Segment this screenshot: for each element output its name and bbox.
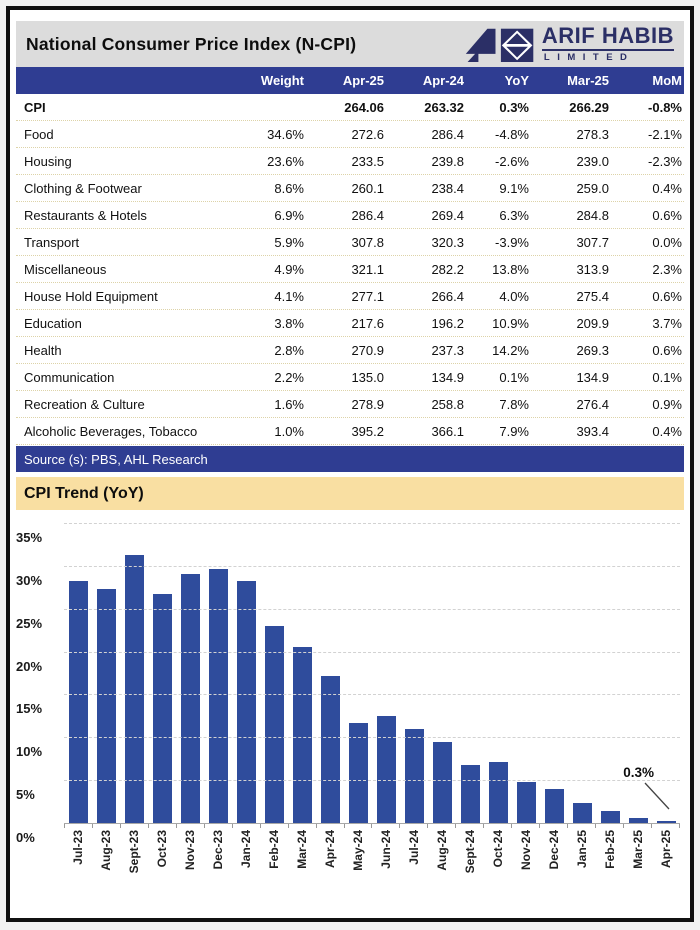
x-label-slot xyxy=(652,830,680,902)
row-value: 7.8% xyxy=(499,396,529,412)
x-label-slot xyxy=(372,830,400,902)
arif-habib-logo-icon xyxy=(464,24,536,64)
x-axis-category-label: Dec-23 xyxy=(211,830,225,870)
bar-slot xyxy=(344,524,372,824)
table-row xyxy=(16,391,684,418)
cpi-table-body xyxy=(16,94,684,445)
row-value: 14.2% xyxy=(492,342,529,358)
chart-bars xyxy=(64,524,680,824)
x-axis-category-label: Aug-24 xyxy=(435,830,449,871)
row-value: 1.6% xyxy=(274,396,304,412)
source-note: Source (s): PBS, AHL Research xyxy=(16,446,684,472)
gridline xyxy=(64,737,680,738)
row-value: 0.9% xyxy=(652,396,682,412)
bar-slot xyxy=(316,524,344,824)
table-row xyxy=(16,256,684,283)
row-value: 9.1% xyxy=(499,180,529,196)
row-category-label: Miscellaneous xyxy=(24,261,107,277)
row-value: 284.8 xyxy=(576,207,609,223)
y-axis-tick-label: 0% xyxy=(16,830,35,845)
x-axis-category-label: Apr-24 xyxy=(323,830,337,869)
row-value: 0.6% xyxy=(652,207,682,223)
y-axis-tick-label: 5% xyxy=(16,787,35,803)
gridline xyxy=(64,523,680,524)
bar-Jan-25 xyxy=(573,803,592,824)
x-axis-ticks xyxy=(64,824,680,828)
row-value: 134.9 xyxy=(431,369,464,385)
bar-Sept-24 xyxy=(461,765,480,824)
table-header-mar25: Mar-25 xyxy=(567,73,609,88)
bar-slot xyxy=(568,524,596,824)
row-value: 0.1% xyxy=(652,369,682,385)
x-tick xyxy=(205,824,233,828)
row-value: 239.8 xyxy=(431,153,464,169)
table-row xyxy=(16,283,684,310)
x-axis-category-label: Oct-24 xyxy=(491,830,505,868)
x-label-slot xyxy=(400,830,428,902)
row-value: 321.1 xyxy=(351,261,384,277)
table-row xyxy=(16,94,684,121)
table-header-mom: MoM xyxy=(652,73,682,88)
x-label-slot xyxy=(484,830,512,902)
table-row xyxy=(16,229,684,256)
x-label-slot xyxy=(456,830,484,902)
bar-slot xyxy=(232,524,260,824)
table-row xyxy=(16,148,684,175)
x-label-slot xyxy=(428,830,456,902)
row-value: -0.8% xyxy=(648,99,682,115)
row-value: 320.3 xyxy=(431,234,464,250)
row-value: 10.9% xyxy=(492,315,529,331)
row-category-label: Transport xyxy=(24,234,80,250)
row-value: 266.29 xyxy=(569,99,609,115)
row-value: 275.4 xyxy=(576,288,609,304)
table-row xyxy=(16,418,684,445)
gridline xyxy=(64,566,680,567)
bar-slot xyxy=(652,524,680,824)
x-tick xyxy=(317,824,345,828)
table-row xyxy=(16,364,684,391)
row-value: 0.3% xyxy=(499,99,529,115)
row-category-label: Housing xyxy=(24,153,72,169)
row-category-label: CPI xyxy=(24,99,46,115)
row-category-label: Clothing & Footwear xyxy=(24,180,142,196)
bar-Oct-24 xyxy=(489,762,508,824)
page-title: National Consumer Price Index (N-CPI) xyxy=(26,33,357,54)
x-label-slot xyxy=(624,830,652,902)
y-axis-tick-label: 25% xyxy=(16,615,43,631)
row-value: 196.2 xyxy=(431,315,464,331)
row-value: 0.6% xyxy=(652,342,682,358)
x-tick xyxy=(289,824,317,828)
row-category-label: Restaurants & Hotels xyxy=(24,207,147,223)
table-header-apr24: Apr-24 xyxy=(422,73,464,88)
table-row xyxy=(16,202,684,229)
bar-slot xyxy=(148,524,176,824)
bar-slot xyxy=(456,524,484,824)
logo-rule xyxy=(542,49,674,51)
row-value: 2.2% xyxy=(274,369,304,385)
x-axis-category-label: Mar-25 xyxy=(631,830,645,869)
row-value: 217.6 xyxy=(351,315,384,331)
x-tick xyxy=(540,824,568,828)
bar-slot xyxy=(92,524,120,824)
bar-slot xyxy=(428,524,456,824)
row-category-label: Alcoholic Beverages, Tobacco xyxy=(24,423,198,439)
report-frame xyxy=(6,6,694,922)
table-header-weight: Weight xyxy=(260,73,304,88)
x-axis-category-label: Feb-24 xyxy=(267,830,281,869)
x-tick xyxy=(93,824,121,828)
x-label-slot xyxy=(204,830,232,902)
row-value: 134.9 xyxy=(576,369,609,385)
row-value: 272.6 xyxy=(351,126,384,142)
bar-slot xyxy=(64,524,92,824)
row-value: 3.7% xyxy=(652,315,682,331)
x-axis-category-label: Feb-25 xyxy=(603,830,617,869)
row-value: 393.4 xyxy=(576,423,609,439)
row-value: 286.4 xyxy=(431,126,464,142)
x-tick xyxy=(121,824,149,828)
row-value: 4.9% xyxy=(274,261,304,277)
row-value: 4.0% xyxy=(499,288,529,304)
table-header-yoy: YoY xyxy=(504,73,529,88)
row-value: 209.9 xyxy=(576,315,609,331)
x-label-slot xyxy=(120,830,148,902)
y-axis-tick-label: 15% xyxy=(16,701,43,717)
bar-slot xyxy=(512,524,540,824)
y-axis-tick-label: 20% xyxy=(16,658,43,674)
row-value: 6.9% xyxy=(274,207,304,223)
title-band xyxy=(16,21,684,67)
bar-Apr-24 xyxy=(321,676,340,824)
bar-Dec-24 xyxy=(545,789,564,824)
x-tick xyxy=(428,824,456,828)
row-value: -3.9% xyxy=(495,234,529,250)
bar-Jun-24 xyxy=(377,716,396,824)
x-axis-category-label: Sept-24 xyxy=(463,830,477,874)
row-value: -2.1% xyxy=(648,126,682,142)
gridline xyxy=(64,780,680,781)
x-label-slot xyxy=(288,830,316,902)
row-value: 5.9% xyxy=(274,234,304,250)
y-axis-tick-label: 30% xyxy=(16,572,43,588)
row-value: 286.4 xyxy=(351,207,384,223)
bar-slot xyxy=(540,524,568,824)
x-label-slot xyxy=(540,830,568,902)
gridline xyxy=(64,694,680,695)
chart-plot-area xyxy=(16,524,680,845)
row-value: 282.2 xyxy=(431,261,464,277)
row-value: 266.4 xyxy=(431,288,464,304)
bar-slot xyxy=(260,524,288,824)
x-tick xyxy=(596,824,624,828)
bar-slot xyxy=(400,524,428,824)
row-value: -2.6% xyxy=(495,153,529,169)
arif-habib-logo xyxy=(464,24,674,64)
row-value: 264.06 xyxy=(344,99,384,115)
x-axis-category-label: May-24 xyxy=(351,830,365,871)
bar-Mar-24 xyxy=(293,647,312,824)
x-label-slot xyxy=(596,830,624,902)
last-bar-data-label: 0.3% xyxy=(623,765,654,780)
row-value: 276.4 xyxy=(576,396,609,412)
bar-Dec-23 xyxy=(209,569,228,824)
row-value: 2.8% xyxy=(274,342,304,358)
row-value: 307.8 xyxy=(351,234,384,250)
x-tick xyxy=(400,824,428,828)
bar-Jul-24 xyxy=(405,729,424,824)
bar-Oct-23 xyxy=(153,594,172,824)
row-value: 313.9 xyxy=(576,261,609,277)
x-tick xyxy=(233,824,261,828)
x-label-slot xyxy=(148,830,176,902)
row-value: 135.0 xyxy=(351,369,384,385)
row-value: 278.9 xyxy=(351,396,384,412)
row-value: 278.3 xyxy=(576,126,609,142)
x-tick xyxy=(512,824,540,828)
x-label-slot xyxy=(232,830,260,902)
table-row xyxy=(16,337,684,364)
x-axis-category-label: Jun-24 xyxy=(379,830,393,869)
y-axis-tick-label: 10% xyxy=(16,744,43,760)
bar-Nov-24 xyxy=(517,782,536,824)
row-value: 238.4 xyxy=(431,180,464,196)
row-category-label: Health xyxy=(24,342,62,358)
gridline xyxy=(64,652,680,653)
chart-title: CPI Trend (YoY) xyxy=(16,477,684,510)
bar-slot xyxy=(204,524,232,824)
x-tick xyxy=(345,824,373,828)
x-axis-category-label: Jan-24 xyxy=(239,830,253,869)
annotation-leader-line xyxy=(642,781,672,818)
x-axis-category-label: Aug-23 xyxy=(99,830,113,871)
x-axis-category-label: Jul-23 xyxy=(71,830,85,865)
row-value: 366.1 xyxy=(431,423,464,439)
row-value: 2.3% xyxy=(652,261,682,277)
row-category-label: House Hold Equipment xyxy=(24,288,158,304)
x-tick xyxy=(149,824,177,828)
row-value: 4.1% xyxy=(274,288,304,304)
row-value: 7.9% xyxy=(499,423,529,439)
row-category-label: Communication xyxy=(24,369,115,385)
x-tick xyxy=(484,824,512,828)
x-axis-labels xyxy=(64,830,680,902)
x-axis-category-label: Dec-24 xyxy=(547,830,561,870)
row-value: 8.6% xyxy=(274,180,304,196)
x-label-slot xyxy=(344,830,372,902)
x-axis-category-label: Mar-24 xyxy=(295,830,309,869)
row-value: 34.6% xyxy=(267,126,304,142)
bar-Aug-24 xyxy=(433,742,452,824)
bar-slot xyxy=(484,524,512,824)
row-value: 23.6% xyxy=(267,153,304,169)
x-tick xyxy=(65,824,93,828)
gridline xyxy=(64,609,680,610)
bar-slot xyxy=(288,524,316,824)
x-label-slot xyxy=(64,830,92,902)
row-value: 0.4% xyxy=(652,423,682,439)
x-tick xyxy=(652,824,680,828)
logo-name: ARIF HABIB xyxy=(541,23,674,49)
table-header xyxy=(16,67,684,94)
bar-slot xyxy=(372,524,400,824)
x-axis-category-label: Nov-24 xyxy=(519,830,533,871)
row-value: 0.6% xyxy=(652,288,682,304)
row-value: -4.8% xyxy=(495,126,529,142)
x-label-slot xyxy=(568,830,596,902)
x-label-slot xyxy=(92,830,120,902)
row-value: -2.3% xyxy=(648,153,682,169)
logo-subname: LIMITED xyxy=(543,52,635,64)
table-row xyxy=(16,121,684,148)
row-value: 269.4 xyxy=(431,207,464,223)
x-tick xyxy=(261,824,289,828)
x-tick xyxy=(456,824,484,828)
row-value: 237.3 xyxy=(431,342,464,358)
row-value: 13.8% xyxy=(492,261,529,277)
row-value: 239.0 xyxy=(576,153,609,169)
table-header-apr25: Apr-25 xyxy=(342,73,384,88)
bar-slot xyxy=(176,524,204,824)
bar-Nov-23 xyxy=(181,574,200,824)
x-label-slot xyxy=(260,830,288,902)
x-label-slot xyxy=(176,830,204,902)
row-value: 3.8% xyxy=(274,315,304,331)
row-value: 0.0% xyxy=(652,234,682,250)
row-value: 277.1 xyxy=(351,288,384,304)
cpi-trend-chart xyxy=(16,524,684,902)
x-axis-category-label: Jan-25 xyxy=(575,830,589,869)
x-axis-category-label: Nov-23 xyxy=(183,830,197,871)
row-value: 307.7 xyxy=(576,234,609,250)
row-category-label: Recreation & Culture xyxy=(24,396,145,412)
bar-Jan-24 xyxy=(237,581,256,824)
row-value: 233.5 xyxy=(351,153,384,169)
table-row xyxy=(16,310,684,337)
row-category-label: Food xyxy=(24,126,54,142)
x-tick xyxy=(624,824,652,828)
x-axis-category-label: Sept-23 xyxy=(127,830,141,874)
row-value: 260.1 xyxy=(351,180,384,196)
bar-Aug-23 xyxy=(97,589,116,824)
row-value: 269.3 xyxy=(576,342,609,358)
row-value: 1.0% xyxy=(274,423,304,439)
row-category-label: Education xyxy=(24,315,82,331)
row-value: 263.32 xyxy=(424,99,464,115)
row-value: 0.4% xyxy=(652,180,682,196)
logo-text xyxy=(542,25,674,63)
bar-slot xyxy=(596,524,624,824)
x-axis-category-label: Oct-23 xyxy=(155,830,169,868)
row-value: 270.9 xyxy=(351,342,384,358)
x-tick xyxy=(177,824,205,828)
bar-Jul-23 xyxy=(69,581,88,824)
row-value: 0.1% xyxy=(499,369,529,385)
row-value: 6.3% xyxy=(499,207,529,223)
row-value: 395.2 xyxy=(351,423,384,439)
bar-slot xyxy=(120,524,148,824)
x-axis-baseline xyxy=(64,823,680,824)
bar-Sept-23 xyxy=(125,555,144,824)
row-value: 259.0 xyxy=(576,180,609,196)
row-value: 258.8 xyxy=(431,396,464,412)
x-axis-category-label: Apr-25 xyxy=(659,830,673,869)
table-row xyxy=(16,175,684,202)
y-axis-tick-label: 35% xyxy=(16,530,43,545)
x-label-slot xyxy=(316,830,344,902)
bar-Feb-24 xyxy=(265,626,284,824)
x-tick xyxy=(372,824,400,828)
x-label-slot xyxy=(512,830,540,902)
x-tick xyxy=(568,824,596,828)
x-axis-category-label: Jul-24 xyxy=(407,830,421,865)
